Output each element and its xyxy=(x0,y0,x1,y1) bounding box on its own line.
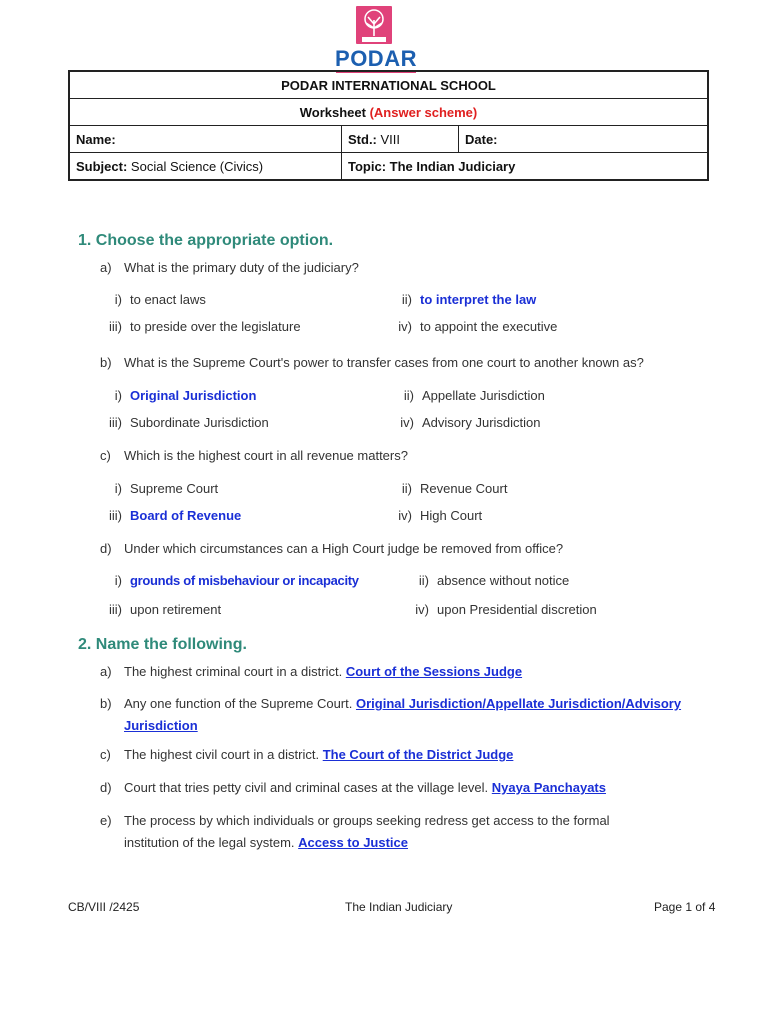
option-numeral: i) xyxy=(114,292,122,307)
correct-answer: Original Jurisdiction xyxy=(130,388,257,403)
question-text: Under which circumstances can a High Court judge be removed from office? xyxy=(124,541,564,556)
option-a-i xyxy=(98,291,206,309)
question-label: b) xyxy=(100,355,112,370)
item-question-continued: institution of the legal system. xyxy=(124,835,295,850)
footer-page-number: Page 1 of 4 xyxy=(654,900,716,914)
name-field: Name: xyxy=(69,126,342,153)
correct-answer: grounds of misbehaviour or incapacity xyxy=(130,573,359,588)
option-b-iii xyxy=(98,414,269,432)
date-field: Date: xyxy=(459,126,709,153)
option-numeral: ii) xyxy=(401,481,412,496)
item-answer: Access to Justice xyxy=(298,835,408,850)
subject-value: Social Science (Civics) xyxy=(130,158,264,174)
option-numeral: iv) xyxy=(398,508,412,523)
option-b-iv xyxy=(390,414,541,432)
option-text: upon retirement xyxy=(130,602,222,617)
question-c xyxy=(100,445,710,467)
option-d-iv xyxy=(405,601,597,619)
item-answer: Original Jurisdiction/Appellate Jurisdiction/Advisory xyxy=(355,696,682,711)
school-logo xyxy=(330,6,422,76)
option-text: Revenue Court xyxy=(420,481,508,496)
option-b-ii xyxy=(390,387,545,405)
correct-answer: Board of Revenue xyxy=(130,508,242,523)
item-question: Court that tries petty civil and criminal cases at the village level. xyxy=(124,780,489,795)
option-text: Subordinate Jurisdiction xyxy=(130,415,269,430)
question-text: Which is the highest court in all revenue matters? xyxy=(124,448,408,463)
option-text: Supreme Court xyxy=(130,481,219,496)
item-label: e) xyxy=(100,813,112,828)
option-a-iii xyxy=(98,318,301,336)
option-numeral: i) xyxy=(114,388,122,403)
item-question: The highest civil court in a district. xyxy=(124,747,320,762)
question-label: c) xyxy=(100,448,111,463)
option-c-ii xyxy=(388,480,507,498)
option-d-iii xyxy=(98,601,221,619)
option-numeral: iv) xyxy=(415,602,429,617)
std-field xyxy=(342,126,459,153)
option-numeral: ii) xyxy=(401,292,412,307)
item-question: Any one function of the Supreme Court. xyxy=(124,696,353,711)
footer-code: CB/VIII /2425 xyxy=(68,900,140,914)
item-text xyxy=(124,693,724,737)
option-a-iv xyxy=(388,318,557,336)
option-d-ii xyxy=(405,572,569,590)
option-numeral: ii) xyxy=(418,573,429,588)
option-text: absence without notice xyxy=(437,573,570,588)
option-text: High Court xyxy=(420,508,483,523)
school-name: PODAR INTERNATIONAL SCHOOL xyxy=(69,71,708,99)
item-answer: Court of the Sessions Judge xyxy=(345,664,523,679)
tree-emblem-icon xyxy=(356,6,392,44)
question-b xyxy=(100,352,710,374)
option-numeral: i) xyxy=(114,573,122,588)
question-label: d) xyxy=(100,541,112,556)
item-label: b) xyxy=(100,696,112,711)
option-d-i xyxy=(98,572,359,590)
option-numeral: iii) xyxy=(109,319,122,334)
item-answer: Nyaya Panchayats xyxy=(491,780,606,795)
option-numeral: iii) xyxy=(109,602,122,617)
topic-field: Topic: The Indian Judiciary xyxy=(342,153,709,181)
item-answer: The Court of the District Judge xyxy=(322,747,514,762)
option-text: to enact laws xyxy=(130,292,206,307)
item-text xyxy=(124,777,724,799)
option-text: upon Presidential discretion xyxy=(437,602,597,617)
item-question: The process by which individuals or groups seeking redress get access to the formal xyxy=(124,813,610,828)
item-label: a) xyxy=(100,664,112,679)
option-text: to appoint the executive xyxy=(420,319,558,334)
option-c-iv xyxy=(388,507,482,525)
worksheet-header-table xyxy=(68,70,709,181)
option-numeral: iii) xyxy=(109,415,122,430)
option-text: Advisory Jurisdiction xyxy=(422,415,541,430)
question-label: a) xyxy=(100,260,112,275)
item-label: d) xyxy=(100,780,112,795)
option-b-i xyxy=(98,387,256,405)
question-text: What is the Supreme Court's power to transfer cases from one court to another known as? xyxy=(124,355,644,370)
section-1-title: 1. Choose the appropriate option. xyxy=(78,232,334,249)
std-value: VIII xyxy=(380,131,401,147)
logo-wordmark: PODAR xyxy=(335,46,417,71)
name-item-e xyxy=(100,810,710,850)
option-numeral: iv) xyxy=(398,319,412,334)
subject-field xyxy=(69,153,342,181)
item-text xyxy=(124,744,724,766)
name-item-d xyxy=(100,777,710,799)
option-a-ii xyxy=(388,291,536,309)
option-numeral: iii) xyxy=(109,508,122,523)
option-c-i xyxy=(98,480,218,498)
item-text xyxy=(124,810,724,854)
option-numeral: i) xyxy=(114,481,122,496)
question-a xyxy=(100,257,710,279)
worksheet-title xyxy=(69,99,708,126)
option-numeral: iv) xyxy=(400,415,414,430)
option-c-iii xyxy=(98,507,241,525)
section-2-title: 2. Name the following. xyxy=(78,636,247,653)
option-text: to preside over the legislature xyxy=(130,319,301,334)
correct-answer: to interpret the law xyxy=(420,292,537,307)
worksheet-label: Worksheet xyxy=(299,104,366,120)
name-item-a xyxy=(100,661,710,683)
item-label: c) xyxy=(100,747,111,762)
subject-label: Subject: xyxy=(76,158,128,174)
std-label: Std.: xyxy=(348,131,377,147)
name-item-b xyxy=(100,693,710,733)
name-item-c xyxy=(100,744,710,766)
item-question: The highest criminal court in a district. xyxy=(124,664,343,679)
question-text: What is the primary duty of the judiciary? xyxy=(124,260,359,275)
footer-title: The Indian Judiciary xyxy=(345,900,453,914)
option-numeral: ii) xyxy=(403,388,414,403)
item-text xyxy=(124,661,724,683)
answer-scheme-label: (Answer scheme) xyxy=(369,104,478,120)
item-answer-continued: Jurisdiction xyxy=(124,718,198,733)
option-text: Appellate Jurisdiction xyxy=(422,388,545,403)
question-d xyxy=(100,538,710,560)
